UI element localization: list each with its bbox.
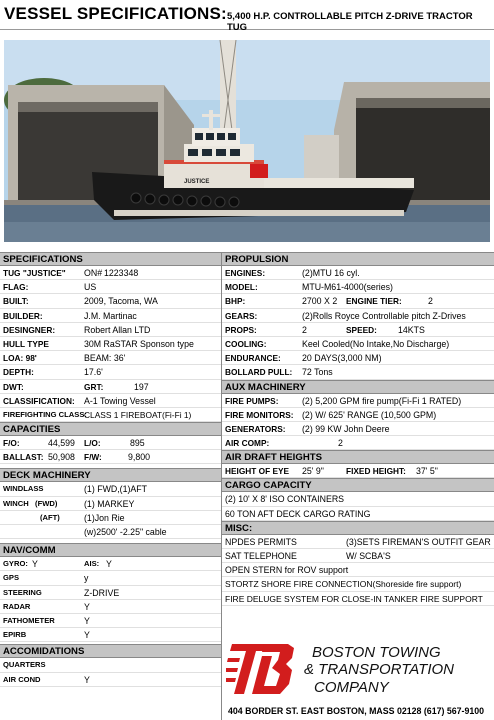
fire-pumps-label: FIRE PUMPS: bbox=[225, 395, 279, 406]
depth-label: DEPTH: bbox=[3, 367, 34, 378]
fire-monitors-label: FIRE MONITORS: bbox=[225, 409, 294, 420]
generators-value: (2) 99 KW John Deere bbox=[302, 423, 390, 434]
grt-label: GRT: bbox=[84, 381, 104, 392]
company-logo-block bbox=[226, 638, 490, 700]
radar-label: RADAR bbox=[3, 601, 31, 611]
quarters-row bbox=[0, 658, 221, 672]
designer-label: DESINGNER: bbox=[3, 324, 56, 335]
winch-fwd-row bbox=[0, 497, 221, 511]
bollard-row bbox=[222, 365, 494, 379]
fo-value: 44,599 bbox=[48, 438, 75, 449]
designer-value: Robert Allan LTD bbox=[84, 324, 151, 335]
builder-value: J.M. Martinac bbox=[84, 310, 137, 321]
flag-value: US bbox=[84, 282, 97, 293]
tier-value: 2 bbox=[428, 296, 433, 307]
eye-label: HEIGHT OF EYE bbox=[225, 466, 290, 477]
firefighting-row bbox=[0, 408, 221, 422]
generators-label: GENERATORS: bbox=[225, 423, 286, 434]
lo-value: 895 bbox=[130, 438, 145, 449]
winch-aft-label: (AFT) bbox=[40, 512, 60, 522]
gps-label: GPS bbox=[3, 573, 20, 583]
firefighting-value: CLASS 1 FIREBOAT(Fi-Fi 1) bbox=[84, 409, 192, 420]
engines-row bbox=[222, 266, 494, 280]
dwt-row bbox=[0, 380, 221, 394]
gears-row bbox=[222, 309, 494, 323]
endurance-value: 20 DAYS(3,000 NM) bbox=[302, 353, 382, 364]
hull-name-text: JUSTICE bbox=[184, 179, 210, 185]
gyro-row bbox=[0, 557, 221, 571]
fo-label: F/O: bbox=[3, 438, 20, 449]
built-row bbox=[0, 294, 221, 308]
epirb-value: Y bbox=[84, 630, 90, 641]
winch-aft-value: (1)Jon Rie bbox=[84, 512, 125, 523]
windlass-label: WINDLASS bbox=[3, 484, 44, 494]
company-logo bbox=[226, 638, 490, 700]
on-value: 1223348 bbox=[104, 268, 139, 278]
engines-value: (2)MTU 16 cyl. bbox=[302, 268, 360, 278]
fireman-outfit: (3)SETS FIREMAN'S OUTFIT GEAR bbox=[346, 536, 491, 547]
depth-value: 17.6' bbox=[84, 367, 103, 378]
cargo-row-2 bbox=[222, 507, 494, 521]
tier-label: ENGINE TIER: bbox=[346, 296, 402, 307]
cargo-line-1: (2) 10' X 8' ISO CONTAINERS bbox=[225, 494, 345, 505]
header-bar bbox=[0, 0, 494, 33]
gyro-label: GYRO: bbox=[3, 559, 28, 569]
fathometer-row bbox=[0, 614, 221, 628]
misc-row-5 bbox=[222, 592, 494, 606]
cargo-heading: CARGO CAPACITY bbox=[222, 478, 494, 492]
gps-value: y bbox=[84, 573, 89, 584]
ballast-row bbox=[0, 450, 221, 464]
steering-label: STEERING bbox=[3, 587, 42, 597]
cooling-row bbox=[222, 337, 494, 351]
generators-row bbox=[222, 422, 494, 436]
air-comp-label: AIR COMP: bbox=[225, 438, 270, 449]
page-subtitle: 5,400 H.P. CONTROLLABLE PITCH Z-DRIVE TRACTOR TUG bbox=[227, 11, 473, 33]
steering-value: Z-DRIVE bbox=[84, 587, 120, 598]
model-row bbox=[222, 280, 494, 294]
fw-label: F/W: bbox=[84, 452, 102, 463]
deck-heading: DECK MACHINERY bbox=[0, 468, 221, 482]
air-comp-row bbox=[222, 436, 494, 450]
speed-value: 14KTS bbox=[398, 324, 425, 335]
misc-row-1 bbox=[222, 535, 494, 549]
company-line-1: BOSTON TOWING bbox=[312, 644, 441, 661]
capacities-heading: CAPACITIES bbox=[0, 422, 221, 436]
page-title: VESSEL SPECIFICATIONS: bbox=[4, 4, 227, 23]
ais-value: Y bbox=[106, 559, 112, 570]
open-stern: OPEN STERN for ROV support bbox=[225, 565, 349, 576]
company-line-2: & TRANSPORTATION bbox=[304, 661, 455, 678]
designer-row bbox=[0, 323, 221, 337]
built-label: BUILT: bbox=[3, 296, 29, 307]
model-value: MTU-M61-4000(series) bbox=[302, 282, 393, 293]
fo-row bbox=[0, 436, 221, 450]
tug-photo bbox=[4, 40, 490, 242]
eye-value: 25' 9" bbox=[302, 466, 324, 477]
grt-value: 197 bbox=[134, 381, 149, 392]
class-row bbox=[0, 394, 221, 408]
cargo-row-1 bbox=[222, 492, 494, 506]
misc-heading: MISC: bbox=[222, 521, 494, 535]
lo-label: L/O: bbox=[84, 438, 101, 449]
ballast-label: BALLAST: bbox=[3, 452, 44, 463]
gyro-value: Y bbox=[32, 559, 38, 570]
cargo-line-2: 60 TON AFT DECK CARGO RATING bbox=[225, 508, 371, 519]
ballast-value: 50,908 bbox=[48, 452, 75, 463]
depth-row bbox=[0, 365, 221, 379]
windlass-row bbox=[0, 482, 221, 496]
propulsion-heading: PROPULSION bbox=[222, 252, 494, 266]
class-value: A-1 Towing Vessel bbox=[84, 395, 156, 406]
epirb-label: EPIRB bbox=[3, 630, 27, 640]
radar-row bbox=[0, 600, 221, 614]
nav-heading: NAV/COMM bbox=[0, 543, 221, 557]
endurance-row bbox=[222, 351, 494, 365]
winch-aft-row bbox=[0, 511, 221, 525]
tug-label: TUG "JUSTICE" bbox=[3, 268, 66, 278]
steering-row bbox=[0, 586, 221, 600]
endurance-label: ENDURANCE: bbox=[225, 353, 281, 364]
flag-row bbox=[0, 280, 221, 294]
fire-monitors-value: (2) W/ 625' RANGE (10,500 GPM) bbox=[302, 409, 437, 420]
built-value: 2009, Tacoma, WA bbox=[84, 296, 158, 307]
bollard-label: BOLLARD PULL: bbox=[225, 367, 293, 378]
fire-deluge: FIRE DELUGE SYSTEM FOR CLOSE-IN TANKER FIRE SUPPORT bbox=[225, 593, 483, 604]
bhp-label: BHP: bbox=[225, 296, 246, 307]
on-label: ON# bbox=[84, 268, 103, 278]
sat-telephone: SAT TELEPHONE bbox=[225, 551, 297, 561]
hull-row bbox=[0, 337, 221, 351]
gears-value: (2)Rolls Royce Controllable pitch Z-Drives bbox=[302, 310, 466, 321]
npdes-permits: NPDES PERMITS bbox=[225, 536, 297, 547]
winch-fwd-value: (1) MARKEY bbox=[84, 498, 135, 509]
cooling-label: COOLING: bbox=[225, 338, 267, 349]
air-draft-row bbox=[222, 464, 494, 478]
cable-value: (w)2500' -2.25" cable bbox=[84, 527, 167, 537]
quarters-label: QUARTERS bbox=[3, 660, 46, 670]
fire-monitors-row bbox=[222, 408, 494, 422]
fire-pumps-row bbox=[222, 394, 494, 408]
props-label: PROPS: bbox=[225, 324, 257, 335]
fathometer-label: FATHOMETER bbox=[3, 615, 55, 625]
builder-row bbox=[0, 309, 221, 323]
props-row bbox=[222, 323, 494, 337]
right-column bbox=[222, 252, 494, 720]
fathometer-value: Y bbox=[84, 615, 90, 626]
epirb-row bbox=[0, 628, 221, 642]
misc-row-2 bbox=[222, 549, 494, 563]
air-draft-heading: AIR DRAFT HEIGHTS bbox=[222, 450, 494, 464]
loa-row bbox=[0, 351, 221, 365]
builder-label: BUILDER: bbox=[3, 310, 43, 321]
left-column bbox=[0, 252, 222, 720]
fixed-value: 37' 5" bbox=[416, 466, 438, 477]
misc-row-4 bbox=[222, 577, 494, 591]
company-address: 404 BORDER ST. EAST BOSTON, MASS 02128 (617) 567-9100 bbox=[228, 706, 485, 716]
gears-label: GEARS: bbox=[225, 310, 258, 321]
props-value: 2 bbox=[302, 324, 307, 335]
fw-value: 9,800 bbox=[128, 452, 151, 463]
flag-label: FLAG: bbox=[3, 282, 29, 293]
hull-label: HULL TYPE bbox=[3, 338, 49, 349]
fire-pumps-value: (2) 5,200 GPM fire pump(Fi-Fi 1 RATED) bbox=[302, 395, 462, 406]
bhp-row bbox=[222, 294, 494, 308]
specifications-heading: SPECIFICATIONS bbox=[0, 252, 221, 266]
winch-label: WINCH (FWD) bbox=[3, 498, 58, 508]
fixed-label: FIXED HEIGHT: bbox=[346, 466, 406, 477]
model-label: MODEL: bbox=[225, 282, 258, 293]
beam-label: BEAM: 36' bbox=[84, 353, 126, 364]
tug-row bbox=[0, 266, 221, 280]
aux-heading: AUX MACHINERY bbox=[222, 380, 494, 394]
class-label: CLASSIFICATION: bbox=[3, 395, 75, 406]
company-line-3: COMPANY bbox=[314, 679, 389, 696]
firefighting-label: FIREFIGHTING CLASS: bbox=[3, 409, 87, 419]
bollard-value: 72 Tons bbox=[302, 367, 333, 378]
gps-row bbox=[0, 571, 221, 585]
scba: W/ SCBA'S bbox=[346, 551, 391, 561]
misc-row-3 bbox=[222, 563, 494, 577]
dwt-label: DWT: bbox=[3, 381, 24, 392]
windlass-value: (1) FWD,(1)AFT bbox=[84, 484, 148, 495]
cable-row bbox=[0, 525, 221, 539]
radar-value: Y bbox=[84, 601, 90, 612]
hull-value: 30M RaSTAR Sponson type bbox=[84, 338, 194, 349]
tug-photo-image bbox=[4, 40, 490, 242]
engines-label: ENGINES: bbox=[225, 268, 266, 278]
loa-label: LOA: 98' bbox=[3, 353, 37, 364]
cooling-value: Keel Cooled(No Intake,No Discharge) bbox=[302, 338, 450, 349]
aircond-label: AIR COND bbox=[3, 674, 41, 684]
ais-label: AIS: bbox=[84, 559, 100, 569]
accom-heading: ACCOMIDATIONS bbox=[0, 644, 221, 658]
aircond-value: Y bbox=[84, 674, 90, 685]
bhp-value: 2700 X 2 bbox=[302, 296, 338, 307]
speed-label: SPEED: bbox=[346, 324, 377, 335]
stortz-connection: STORTZ SHORE FIRE CONNECTION(Shoreside fire support) bbox=[225, 579, 462, 590]
aircond-row bbox=[0, 673, 221, 687]
air-comp-value: 2 bbox=[338, 438, 343, 449]
